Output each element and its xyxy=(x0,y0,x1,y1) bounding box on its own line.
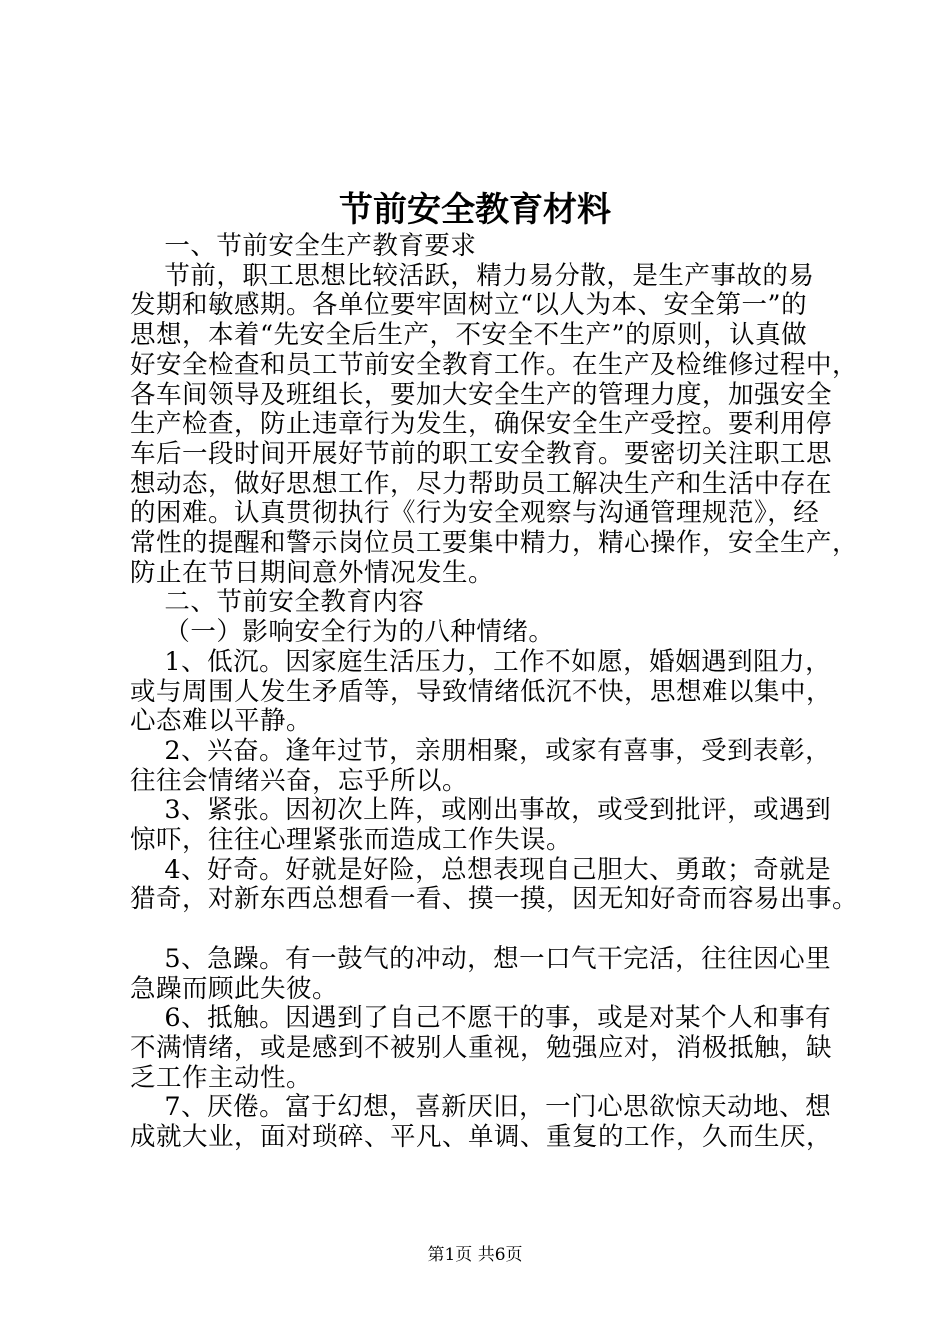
text-line: 常性的提醒和警示岗位员工要集中精力，精心操作，安全生产， xyxy=(130,528,859,558)
text-line: 急躁而顾此失彼。 xyxy=(130,973,339,1004)
text-line: 好安全检查和员工节前安全教育工作。在生产及检维修过程中， xyxy=(130,349,859,380)
text-line: 1、低沉。因家庭生活压力，工作不如愿，婚姻遇到阻力， xyxy=(130,646,832,677)
text-line: 心态难以平静。 xyxy=(130,706,313,737)
text-line: 一、节前安全生产教育要求 xyxy=(130,231,477,261)
text-line: （一）影响安全行为的八种情绪。 xyxy=(130,617,555,648)
text-line: 各车间领导及班组长，要加大安全生产的管理力度，加强安全 xyxy=(130,379,833,410)
text-line: 想动态，做好思想工作，尽力帮助员工解决生产和生活中存在 xyxy=(130,468,833,499)
text-line: 防止在节日期间意外情况发生。 xyxy=(130,557,495,588)
text-line: 2、兴奋。逢年过节，亲朋相聚，或家有喜事，受到表彰， xyxy=(130,735,832,766)
text-line: 或与周围人发生矛盾等，导致情绪低沉不快，思想难以集中， xyxy=(130,676,833,707)
text-line: 成就大业，面对琐碎、平凡、单调、重复的工作，久而生厌， xyxy=(130,1122,833,1152)
text-line: 节前，职工思想比较活跃，精力易分散，是生产事故的易 xyxy=(130,260,815,291)
text-line: 猎奇，对新东西总想看一看、摸一摸，因无知好奇而容易出事。 xyxy=(130,884,859,915)
text-line: 7、厌倦。富于幻想，喜新厌旧，一门心思欲惊天动地、想 xyxy=(130,1092,832,1123)
text-line: 6、抵触。因遇到了自己不愿干的事，或是对某个人和事有 xyxy=(130,1003,832,1034)
text-line: 乏工作主动性。 xyxy=(130,1062,313,1093)
text-line: 惊吓，往往心理紧张而造成工作失误。 xyxy=(130,825,573,855)
text-line: 二、节前安全教育内容 xyxy=(130,587,425,618)
text-line: 不满情绪，或是感到不被别人重视，勉强应对，消极抵触，缺 xyxy=(130,1032,833,1063)
page-footer: 第1页 共6页 xyxy=(427,1245,523,1265)
text-line: 思想，本着“先安全后生产，不安全不生产”的原则，认真做 xyxy=(130,320,808,351)
text-line: 车后一段时间开展好节前的职工安全教育。要密切关注职工思 xyxy=(130,438,833,469)
text-line: 5、急躁。有一鼓气的冲动，想一口气干完活，往往因心里 xyxy=(130,943,832,974)
text-line: 发期和敏感期。各单位要牢固树立“以人为本、安全第一”的 xyxy=(130,290,808,321)
text-line: 生产检查，防止违章行为发生，确保安全生产受控。要利用停 xyxy=(130,409,833,440)
text-line: 往往会情绪兴奋，忘乎所以。 xyxy=(130,765,469,796)
document-title: 节前安全教育材料 xyxy=(339,190,611,230)
text-line: 3、紧张。因初次上阵，或刚出事故，或受到批评，或遇到 xyxy=(130,795,832,826)
text-line: 的困难。认真贯彻执行《行为安全观察与沟通管理规范》，经 xyxy=(130,498,820,529)
text-line: 4、好奇。好就是好险，总想表现自己胆大、勇敢；奇就是 xyxy=(130,854,832,885)
